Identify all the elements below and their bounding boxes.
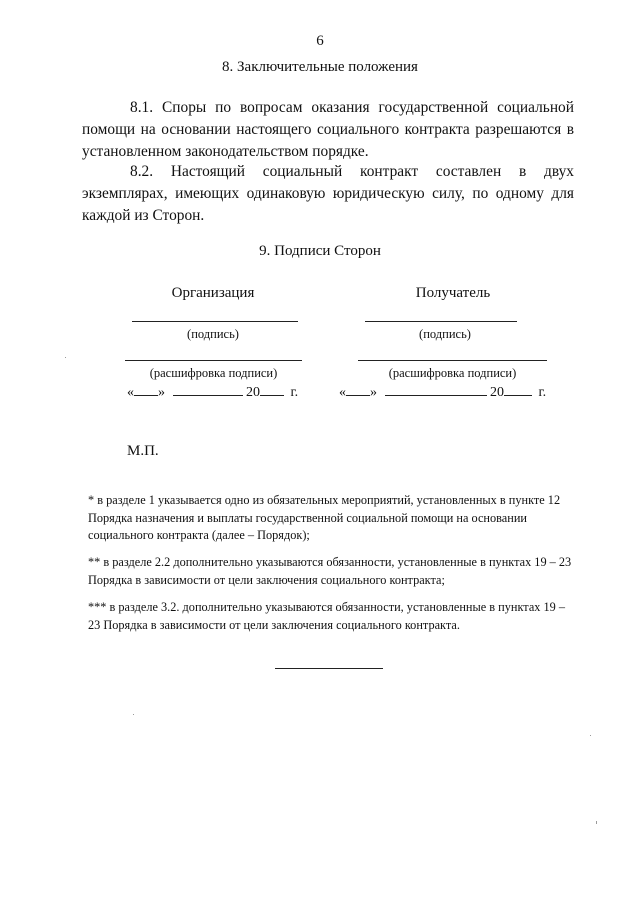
footnote-1: * в разделе 1 указывается одно из обязательных мероприятий, установленных в пункте 12 Порядка назначения и выплаты государственной социальной помощи на основании социального контракта (далее – Порядок); bbox=[88, 493, 561, 542]
date-close-quote: » bbox=[158, 385, 165, 400]
paragraph-8-2: 8.2. Настоящий социальный контракт составлен в двух экземплярах, имеющих одинаковую юридическую силу, по одному для каждой из Сторон. bbox=[82, 163, 574, 224]
organization-decoding-line[interactable] bbox=[125, 360, 302, 361]
date-close-quote: » bbox=[370, 385, 377, 400]
organization-date-field[interactable] bbox=[127, 384, 298, 401]
section-9-title: 9. Подписи Сторон bbox=[259, 243, 381, 259]
date-month-blank[interactable] bbox=[173, 384, 243, 396]
date-year-blank[interactable] bbox=[260, 384, 284, 396]
organization-heading: Организация bbox=[171, 285, 255, 301]
organization-signature-caption: (подпись) bbox=[187, 327, 239, 341]
seal-place-mark: М.П. bbox=[127, 443, 159, 459]
paragraph-8-1: 8.1. Споры по вопросам оказания государственной социальной помощи на основании настоящего социального контракта разрешаются в установленном законодательством порядке. bbox=[82, 99, 574, 160]
footnote-3: *** в разделе 3.2. дополнительно указываются обязанности, установленные в пунктах 19 – 23 Порядка в зависимости от цели заключения социального контракта. bbox=[88, 600, 566, 632]
recipient-signature-line[interactable] bbox=[365, 321, 517, 322]
organization-signature-line[interactable] bbox=[132, 321, 298, 322]
scan-speck bbox=[65, 357, 66, 358]
date-year-suffix: г. bbox=[538, 385, 547, 400]
date-open-quote: « bbox=[339, 385, 346, 400]
organization-decoding-caption: (расшифровка подписи) bbox=[149, 366, 278, 380]
recipient-heading: Получатель bbox=[415, 285, 491, 301]
date-day-blank[interactable] bbox=[346, 384, 370, 396]
section-8-title: 8. Заключительные положения bbox=[222, 59, 418, 75]
date-open-quote: « bbox=[127, 385, 134, 400]
date-day-blank[interactable] bbox=[134, 384, 158, 396]
recipient-decoding-caption: (расшифровка подписи) bbox=[388, 366, 517, 380]
date-month-blank[interactable] bbox=[385, 384, 487, 396]
scan-speck bbox=[133, 714, 134, 715]
date-year-prefix: 20 bbox=[246, 385, 260, 400]
scan-speck bbox=[590, 735, 591, 736]
recipient-decoding-line[interactable] bbox=[358, 360, 547, 361]
recipient-signature-caption: (подпись) bbox=[419, 327, 471, 341]
scan-speck bbox=[596, 821, 597, 824]
date-year-blank[interactable] bbox=[504, 384, 532, 396]
end-separator-line bbox=[275, 668, 383, 669]
page-number: 6 bbox=[316, 33, 324, 49]
date-year-prefix: 20 bbox=[490, 385, 504, 400]
recipient-date-field[interactable] bbox=[339, 384, 546, 401]
date-year-suffix: г. bbox=[290, 385, 299, 400]
footnote-2: ** в разделе 2.2 дополнительно указываются обязанности, установленные в пунктах 19 – 23 Порядка в зависимости от цели заключения социального контракта; bbox=[88, 555, 572, 587]
